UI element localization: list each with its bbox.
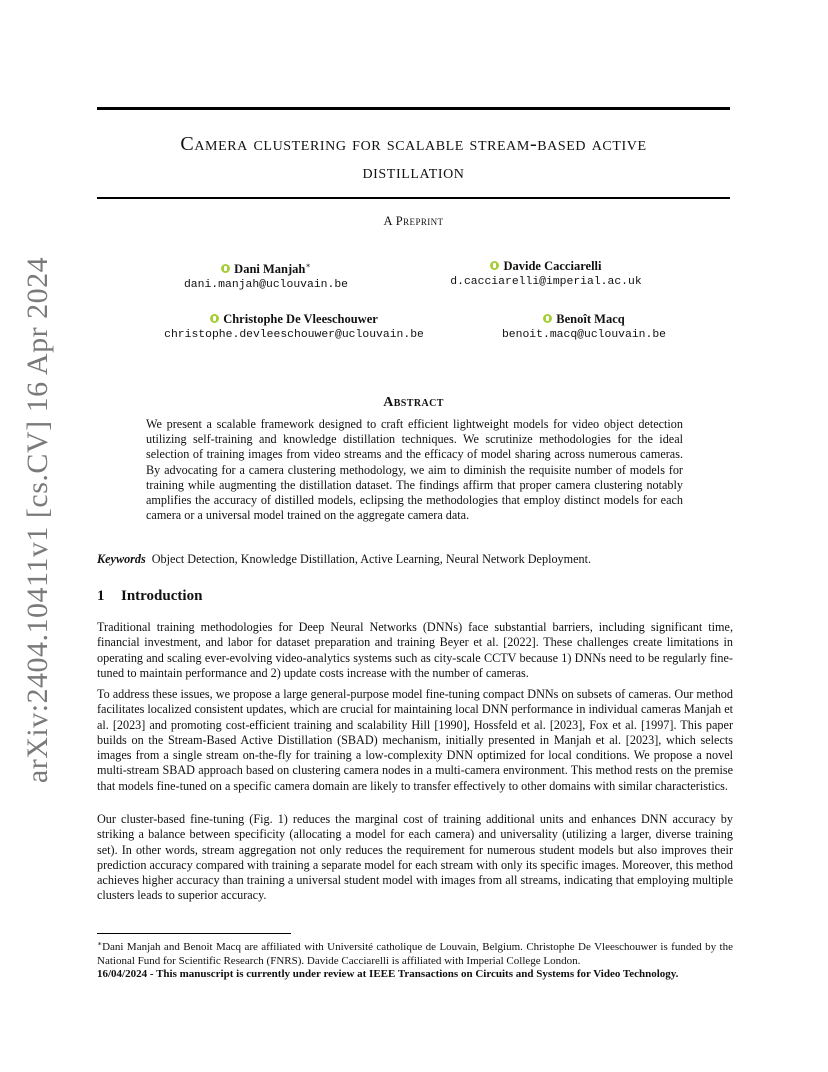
author-email[interactable]: christophe.devleeschouwer@uclouvain.be [164, 329, 424, 341]
title-line-1: Camera clustering for scalable stream-based active [180, 133, 647, 155]
author-email[interactable]: benoit.macq@uclouvain.be [501, 329, 667, 341]
orcid-icon[interactable] [210, 314, 219, 323]
keywords-text: Object Detection, Knowledge Distillation, Active Learning, Neural Network Deployment. [151, 552, 592, 566]
footnote-text: Dani Manjah and Benoit Macq are affiliated with Université catholique de Louvain, Belgium. Christophe De Vleeschouwer is funded by the National Fund for Scientific Research (FNRS). Davide Cacciarelli is affiliated with Imperial College London. [97, 941, 733, 967]
abstract-heading: Abstract [383, 395, 444, 410]
author-email[interactable]: d.cacciarelli@imperial.ac.uk [450, 276, 642, 288]
author-footnote-mark: ∗ [305, 261, 311, 270]
title-line-2: distillation [362, 161, 465, 183]
preprint-label: A Preprint [383, 214, 444, 228]
footnote [97, 937, 733, 982]
author-name: Benoît Macq [556, 312, 625, 326]
author-name: Christophe De Vleeschouwer [223, 312, 378, 326]
intro-paragraph-1: Traditional training methodologies for Deep Neural Networks (DNNs) face substantial barriers, including significant time, financial investment, and labor for dataset preparation and training Beyer et al. [2022]. These challenges create limitations in operating and scaling ever-evolving video-analytics systems such as city-scale CCTV because 1) DNNs need to be regularly fine-tuned to maintain performance and 2) update costs increase with the number of cameras. [97, 620, 733, 680]
keywords-line [97, 552, 737, 567]
arxiv-identifier-stamp: arXiv:2404.10411v1 [cs.CV] 16 Apr 2024 [21, 256, 54, 784]
title-rule-top [97, 107, 730, 110]
footnote-rule [97, 933, 291, 934]
section-title: Introduction [121, 588, 203, 604]
abstract-text: We present a scalable framework designed to craft efficient lightweight models for video object detection utilizing self-training and knowledge distillation techniques. We scrutinize methodologies for the ideal selection of training images from video streams and the efficacy of model sharing across numerous cameras. By advocating for a camera clustering methodology, we aim to diminish the requisite number of models for training while augmenting the distillation dataset. The findings affirm that proper camera clustering notably amplifies the accuracy of distilled models, eclipsing the methodologies that employ distinct models for each camera or a universal model trained on the aggregate camera data. [146, 417, 683, 523]
keywords-label: Keywords [97, 552, 146, 566]
author-block-4 [434, 311, 734, 343]
author-email[interactable]: dani.manjah@uclouvain.be [183, 279, 349, 291]
intro-paragraph-3: Our cluster-based fine-tuning (Fig. 1) reduces the marginal cost of training additional units and enhances DNN accuracy by striking a balance between specificity (allocating a model for each camera) and universality (utilizing a larger, diverse training set). In other words, stream aggregation not only reduces the requirement for numerous student models but also improves their prediction accuracy compared with training a separate model for each stream with only its specific images. Moreover, this method achieves higher accuracy than training a universal student model with images from all streams, indicating that employing multiple clusters leads to superior accuracy. [97, 812, 733, 903]
review-notice: 16/04/2024 - This manuscript is currently under review at IEEE Transactions on Circuits and Systems for Video Technology. [97, 968, 679, 981]
intro-paragraph-2: To address these issues, we propose a large general-purpose model fine-tuning compact DNNs on subsets of cameras. Our method facilitates localized consistent updates, which are crucial for maintaining local DNN performance in individual cameras Manjah et al. [2023] and promoting cost-efficient training and scalability Hill [1990], Hossfeld et al. [2023], Fox et al. [1997]. This paper builds on the Stream-Based Active Distillation (SBAD) mechanism, initially presented in Manjah et al. [2023], which selects images from a single stream on-the-fly for training a low-complexity DNN optimized for local conditions. We propose a novel multi-stream SBAD approach based on clustering camera nodes in a multi-camera environment. This method rests on the premise that models fine-tuned on a specific camera domain are likely to transfer effectively to other domains with similar characteristics. [97, 687, 733, 793]
author-block-3 [144, 311, 444, 343]
orcid-icon[interactable] [543, 314, 552, 323]
orcid-icon[interactable] [490, 261, 499, 270]
paper-title [97, 130, 730, 186]
footnote-mark: ∗ [97, 939, 103, 948]
author-name: Dani Manjah [234, 262, 306, 276]
section-heading [97, 588, 202, 605]
orcid-icon[interactable] [221, 264, 230, 273]
author-block-1 [116, 258, 416, 293]
title-rule-bottom [97, 197, 730, 199]
section-number: 1 [97, 588, 105, 604]
author-block-2 [396, 258, 696, 290]
author-name: Davide Cacciarelli [503, 259, 602, 273]
